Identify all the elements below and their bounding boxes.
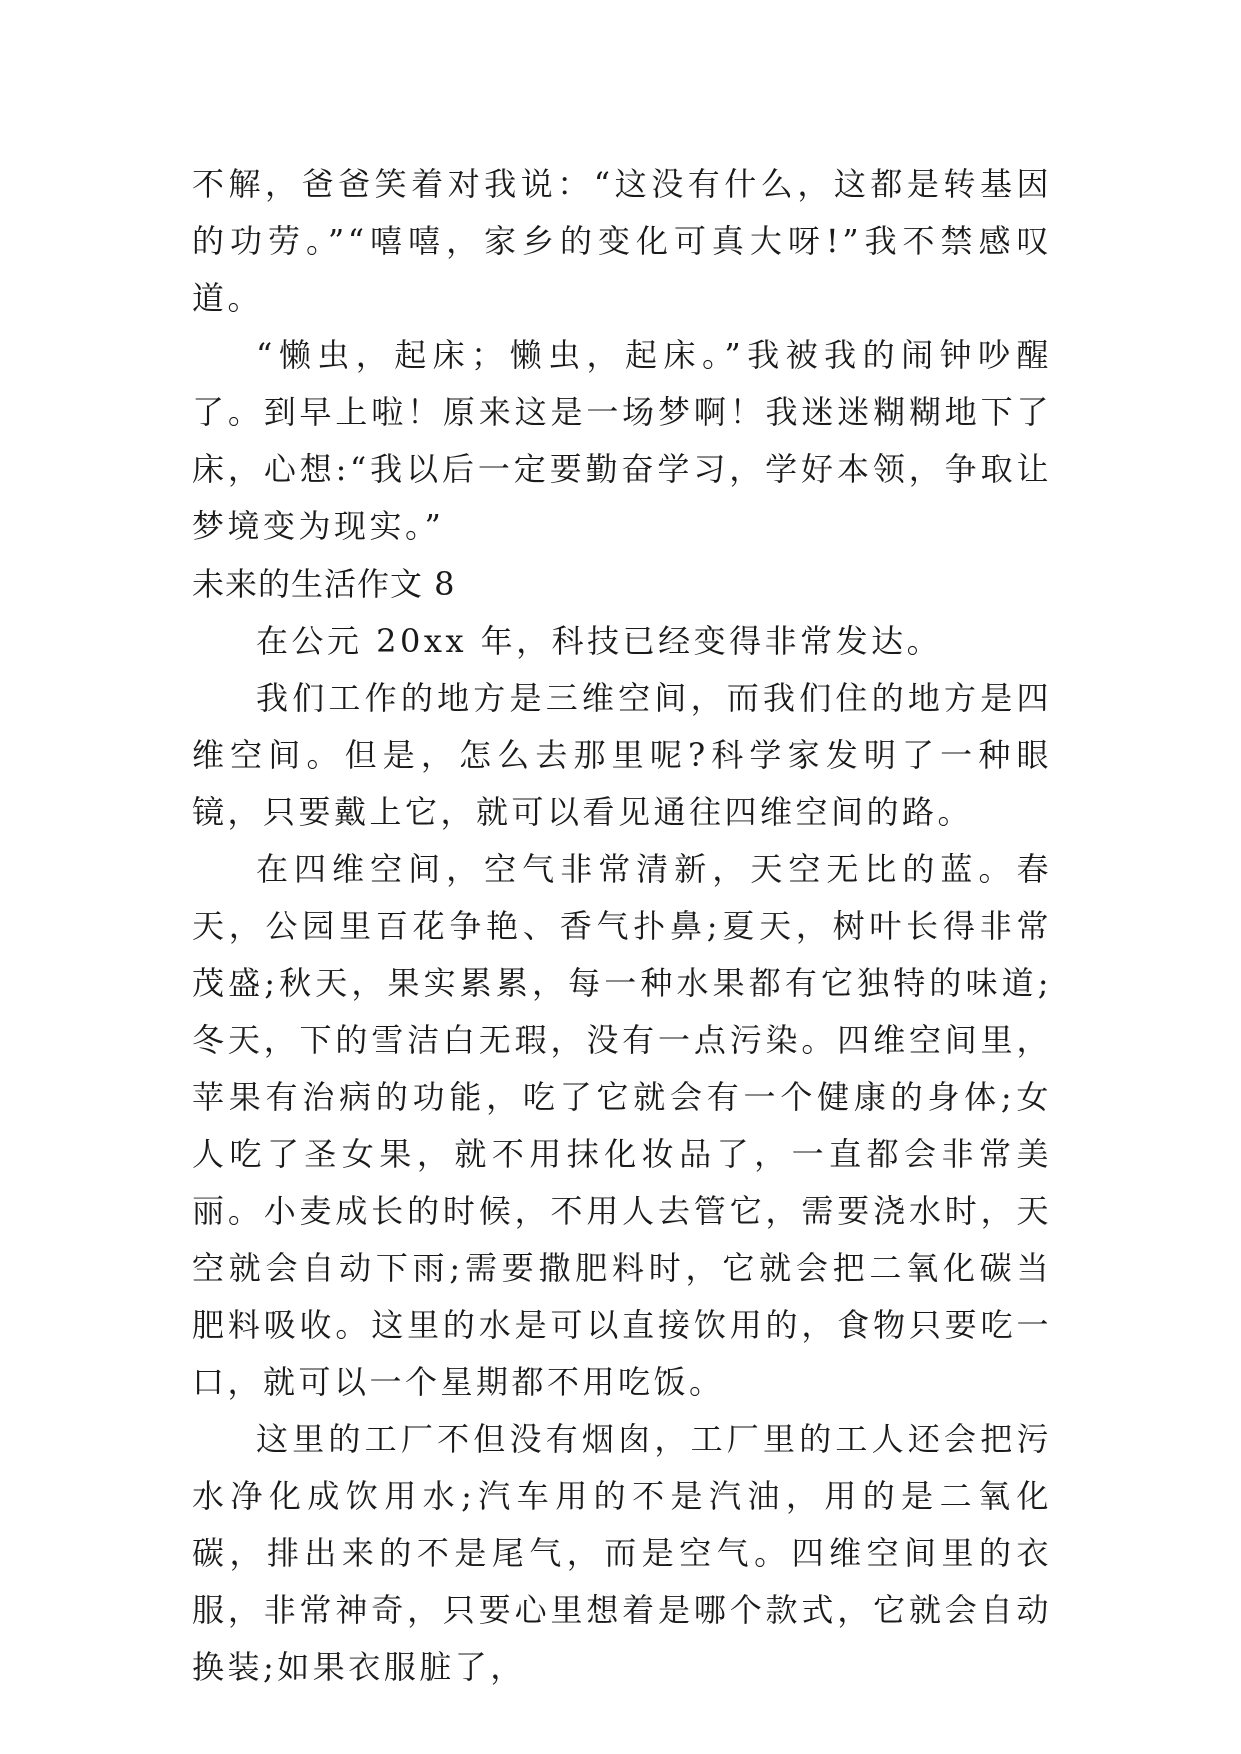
document-body [192, 156, 1052, 1696]
section-title: 未来的生活作文 8 [192, 565, 456, 603]
paragraph-wake-up: “懒虫，起床；懒虫，起床。”我被我的闹钟吵醒了。到早上啦！原来这是一场梦啊！我迷迷糊糊地下了床，心想:“我以后一定要勤奋学习，学好本领，争取让梦境变为现实。” [192, 336, 1052, 545]
paragraph-dimensions: 我们工作的地方是三维空间，而我们住的地方是四维空间。但是，怎么去那里呢?科学家发明了一种眼镜，只要戴上它，就可以看见通往四维空间的路。 [192, 679, 1052, 831]
paragraph-year: 在公元 20xx 年，科技已经变得非常发达。 [256, 622, 943, 660]
paragraph-continuation: 不解，爸爸笑着对我说：“这没有什么，这都是转基因的功劳。”“嘻嘻，家乡的变化可真大呀!”我不禁感叹道。 [192, 165, 1052, 317]
paragraph-four-dimensional-space: 在四维空间，空气非常清新，天空无比的蓝。春天，公园里百花争艳、香气扑鼻;夏天，树叶长得非常茂盛;秋天，果实累累，每一种水果都有它独特的味道;冬天，下的雪洁白无瑕，没有一点污染。四维空间里，苹果有治病的功能，吃了它就会有一个健康的身体;女人吃了圣女果，就不用抹化妆品了，一直都会非常美丽。小麦成长的时候，不用人去管它，需要浇水时，天空就会自动下雨;需要撒肥料时，它就会把二氧化碳当肥料吸收。这里的水是可以直接饮用的，食物只要吃一口，就可以一个星期都不用吃饭。 [192, 850, 1052, 1401]
paragraph-factories: 这里的工厂不但没有烟囱，工厂里的工人还会把污水净化成饮用水;汽车用的不是汽油，用的是二氧化碳，排出来的不是尾气，而是空气。四维空间里的衣服，非常神奇，只要心里想着是哪个款式，它就会自动换装;如果衣服脏了， [192, 1420, 1052, 1686]
